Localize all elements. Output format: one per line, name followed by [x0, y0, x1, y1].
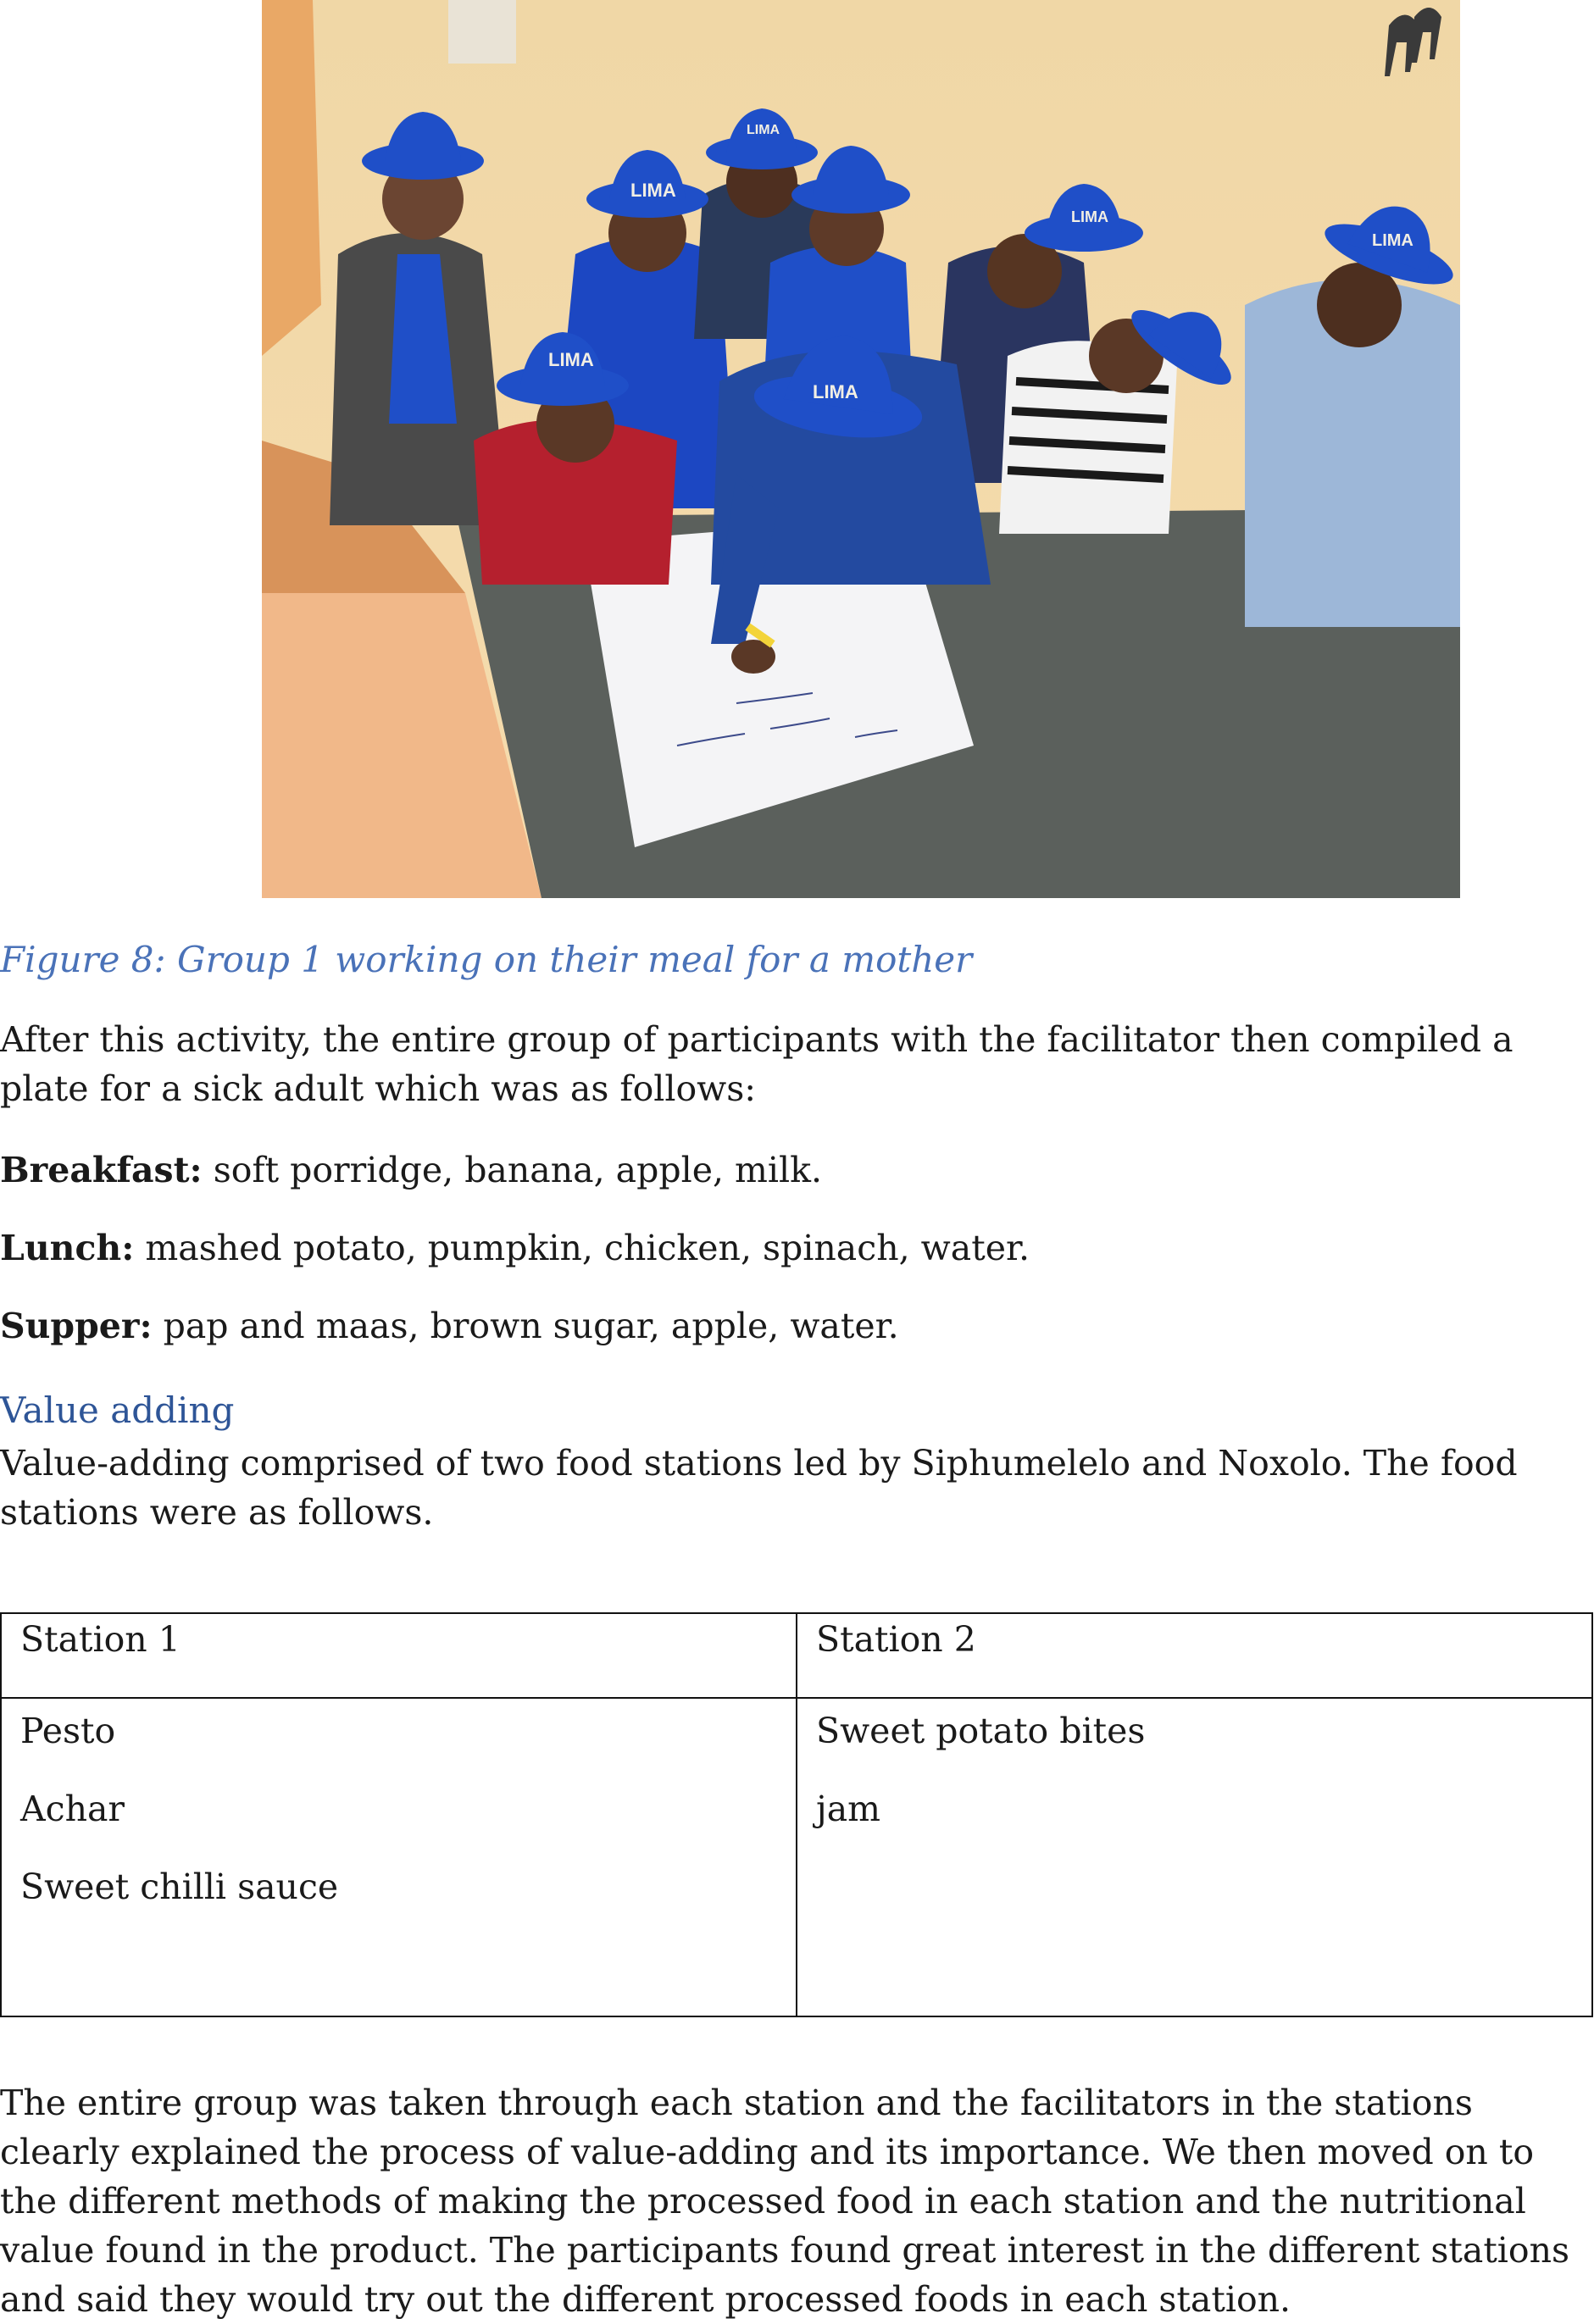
stations-table — [0, 1612, 1593, 2017]
station-item: jam — [816, 1789, 881, 1829]
value-adding-paragraph: Value-adding comprised of two food stations led by Siphumelelo and Noxolo. The food stations were as follows. — [0, 1443, 1518, 1533]
svg-text:LIMA: LIMA — [1372, 231, 1413, 250]
figure-caption: Figure 8: Group 1 working on their meal for a mother — [0, 939, 973, 980]
svg-text:LIMA: LIMA — [548, 349, 594, 370]
station-2-cell — [797, 1698, 1592, 2016]
table-row — [1, 1698, 1592, 2016]
table-header-cell: Station 2 — [797, 1613, 1592, 1698]
station-item: Achar — [20, 1789, 125, 1829]
group-photo — [262, 0, 1460, 898]
station-1-cell — [1, 1698, 797, 2016]
closing-paragraph: The entire group was taken through each station and the facilitators in the stations clearly explained the process of value-adding and its importance. We then moved on to the different methods of making the processed food in each station and the nutritional value found in the product. The participants found great interest in the different stations and said they would try out the different processed foods in each station. — [0, 2083, 1570, 2320]
meal-items: pap and maas, brown sugar, apple, water. — [152, 1306, 899, 1346]
meal-label: Breakfast: — [0, 1150, 203, 1190]
station-item: Sweet chilli sauce — [20, 1866, 339, 1907]
group-photo-illustration — [262, 0, 1460, 898]
intro-paragraph: After this activity, the entire group of participants with the facilitator then compiled a plate for a sick adult which was as follows: — [0, 1019, 1513, 1109]
meal-items: soft porridge, banana, apple, milk. — [202, 1150, 823, 1190]
table-header-row — [1, 1613, 1592, 1698]
meal-supper — [0, 1301, 1594, 1351]
svg-text:LIMA: LIMA — [747, 123, 780, 137]
svg-text:LIMA: LIMA — [813, 381, 858, 402]
meal-label: Lunch: — [0, 1228, 135, 1268]
table-header-cell: Station 1 — [1, 1613, 797, 1698]
station-item: Pesto — [20, 1711, 116, 1751]
station-item: Sweet potato bites — [816, 1711, 1146, 1751]
brick-wall — [262, 0, 321, 356]
svg-text:LIMA: LIMA — [630, 180, 676, 201]
meal-lunch — [0, 1223, 1594, 1273]
meal-items: mashed potato, pumpkin, chicken, spinach, water. — [134, 1228, 1030, 1268]
svg-text:LIMA: LIMA — [1071, 208, 1108, 225]
pillar — [448, 0, 516, 64]
meal-breakfast — [0, 1145, 1594, 1195]
section-heading: Value adding — [0, 1389, 235, 1431]
meal-label: Supper: — [0, 1306, 153, 1346]
